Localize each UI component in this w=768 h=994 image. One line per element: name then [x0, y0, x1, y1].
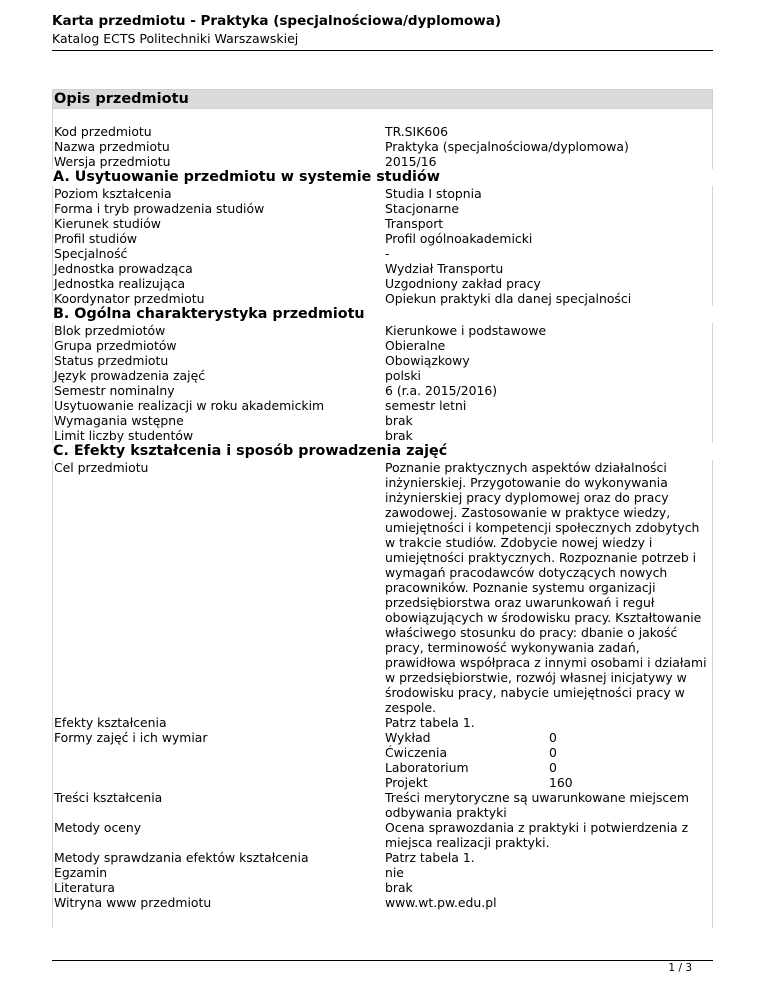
row-label: Nazwa przedmiotu: [54, 139, 170, 154]
row-label: Witryna www przedmiotu: [54, 895, 212, 910]
table-row: [52, 428, 713, 443]
table-row: [52, 850, 713, 865]
form-row: [385, 760, 712, 775]
row-label: Formy zajęć i ich wymiar: [54, 730, 208, 745]
table-row: [52, 730, 713, 790]
table-bottom-spacer: [52, 910, 713, 928]
document-subtitle: Katalog ECTS Politechniki Warszawskiej: [52, 31, 299, 46]
table-row: [52, 124, 713, 139]
row-value: polski: [385, 368, 421, 383]
row-value: 2015/16: [385, 154, 437, 169]
forms-table: [385, 730, 712, 790]
row-value: -: [385, 246, 390, 261]
course-card: [52, 89, 713, 928]
row-value: Obowiązkowy: [385, 353, 470, 368]
table-row: [52, 880, 713, 895]
row-label: Jednostka realizująca: [54, 276, 186, 291]
row-label: Cel przedmiotu: [54, 460, 149, 475]
form-name: Ćwiczenia: [385, 745, 448, 760]
form-row: [385, 745, 712, 760]
table-row: [52, 291, 713, 306]
section-b-heading: B. Ogólna charakterystyka przedmiotu: [53, 306, 365, 322]
header-divider: [52, 50, 713, 51]
table-row: [52, 231, 713, 246]
row-value: brak: [385, 413, 413, 428]
section-a-rows: [52, 186, 713, 306]
table-row: [52, 413, 713, 428]
opis-heading: Opis przedmiotu: [52, 89, 713, 109]
row-label: Limit liczby studentów: [54, 428, 194, 443]
row-label: Koordynator przedmiotu: [54, 291, 205, 306]
row-value: Ocena sprawozdania z praktyki i potwierdzenia z miejsca realizacji praktyki.: [385, 820, 689, 850]
row-label: Wersja przedmiotu: [54, 154, 171, 169]
form-name: Laboratorium: [385, 760, 469, 775]
opis-rows: [52, 124, 713, 169]
row-label: Jednostka prowadząca: [54, 261, 193, 276]
table-row: [52, 895, 713, 910]
form-hours: 0: [549, 760, 557, 775]
table-row: [52, 368, 713, 383]
row-value: Kierunkowe i podstawowe: [385, 323, 547, 338]
row-value: brak: [385, 880, 413, 895]
row-value: TR.SIK606: [385, 124, 448, 139]
row-label: Profil studiów: [54, 231, 138, 246]
row-label: Egzamin: [54, 865, 108, 880]
table-row: [52, 353, 713, 368]
row-value: Uzgodniony zakład pracy: [385, 276, 541, 291]
section-c-rows: [52, 460, 713, 910]
table-row: [52, 715, 713, 730]
row-value: semestr letni: [385, 398, 467, 413]
row-value: Opiekun praktyki dla danej specjalności: [385, 291, 632, 306]
row-label: Specjalność: [54, 246, 128, 261]
form-hours: 0: [549, 745, 557, 760]
row-value: Obieralne: [385, 338, 446, 353]
row-value: Transport: [385, 216, 444, 231]
table-row: [52, 820, 713, 850]
table-row: [52, 323, 713, 338]
page-number: 1 / 3: [668, 962, 692, 974]
row-label: Grupa przedmiotów: [54, 338, 177, 353]
row-value: Treści merytoryczne są uwarunkowane miejscem odbywania praktyki: [385, 790, 689, 820]
table-row: [52, 261, 713, 276]
form-hours: 160: [549, 775, 573, 790]
section-b-rows: [52, 323, 713, 443]
row-label: Kod przedmiotu: [54, 124, 152, 139]
table-row: [52, 865, 713, 880]
row-value: Profil ogólnoakademicki: [385, 231, 533, 246]
row-value: Patrz tabela 1.: [385, 715, 475, 730]
section-c-heading: C. Efekty kształcenia i sposób prowadzenia zajęć: [53, 443, 448, 459]
form-hours: 0: [549, 730, 557, 745]
document-header: [52, 13, 713, 47]
cel-przedmiotu-text: Poznanie praktycznych aspektów działalności inżynierskiej. Przygotowanie do wykonywania inżynierskiej pracy dyplomowej oraz do pracy zawodowej. Zastosowanie w praktyce wiedzy, umiejętności i kompetencji społecznych zdobytych w trakcie studiów. Zdobycie nowej wiedzy i umiejętności praktycznych. Rozpoznanie potrzeb i wymagań pracodawców dotyczących nowych pracowników. Poznanie systemu organizacji przedsiębiorstwa oraz uwarunkowań i reguł obowiązujących w środowisku pracy. Kształtowanie właściwego stosunku do pracy: dbanie o jakość pracy, terminowość wykonywania zadań, prawidłowa współpraca z innymi osobami i działami w przedsiębiorstwie, rozwój własnej inicjatywy w środowisku pracy, nabycie umiejętności pracy w zespole.: [385, 460, 707, 715]
row-label: Wymagania wstępne: [54, 413, 184, 428]
row-label: Metody sprawdzania efektów kształcenia: [54, 850, 309, 865]
table-row: [52, 338, 713, 353]
row-label: Efekty kształcenia: [54, 715, 167, 730]
row-label: Język prowadzenia zajęć: [54, 368, 206, 383]
row-label: Status przedmiotu: [54, 353, 169, 368]
row-label: Poziom kształcenia: [54, 186, 172, 201]
table-row: [52, 276, 713, 291]
row-label: Blok przedmiotów: [54, 323, 166, 338]
table-row: [52, 383, 713, 398]
table-row: [52, 201, 713, 216]
table-row: [52, 139, 713, 154]
row-label: Semestr nominalny: [54, 383, 175, 398]
form-row: [385, 730, 712, 745]
table-row: [52, 186, 713, 201]
website-link[interactable]: www.wt.pw.edu.pl: [385, 895, 497, 910]
row-value: brak: [385, 428, 413, 443]
row-value: Patrz tabela 1.: [385, 850, 475, 865]
form-row: [385, 775, 712, 790]
document-title: Karta przedmiotu - Praktyka (specjalnościowa/dyplomowa): [52, 13, 502, 29]
row-value: Studia I stopnia: [385, 186, 482, 201]
table-row: [52, 398, 713, 413]
row-label: Forma i tryb prowadzenia studiów: [54, 201, 265, 216]
row-label: Literatura: [54, 880, 115, 895]
row-label: Usytuowanie realizacji w roku akademickim: [54, 398, 325, 413]
table-row: [52, 790, 713, 820]
section-a-heading: A. Usytuowanie przedmiotu w systemie studiów: [53, 169, 440, 185]
row-value: Wydział Transportu: [385, 261, 504, 276]
form-name: Wykład: [385, 730, 431, 745]
row-value: Stacjonarne: [385, 201, 459, 216]
row-value: nie: [385, 865, 404, 880]
table-row: [52, 216, 713, 231]
row-label: Kierunek studiów: [54, 216, 161, 231]
row-label: Metody oceny: [54, 820, 142, 835]
row-label: Treści kształcenia: [54, 790, 163, 805]
table-row: [52, 154, 713, 169]
table-row: [52, 460, 713, 715]
table-row: [52, 246, 713, 261]
footer-divider: [52, 960, 713, 961]
row-value: Praktyka (specjalnościowa/dyplomowa): [385, 139, 629, 154]
row-value: 6 (r.a. 2015/2016): [385, 383, 498, 398]
spacer: [52, 109, 713, 124]
form-name: Projekt: [385, 775, 428, 790]
